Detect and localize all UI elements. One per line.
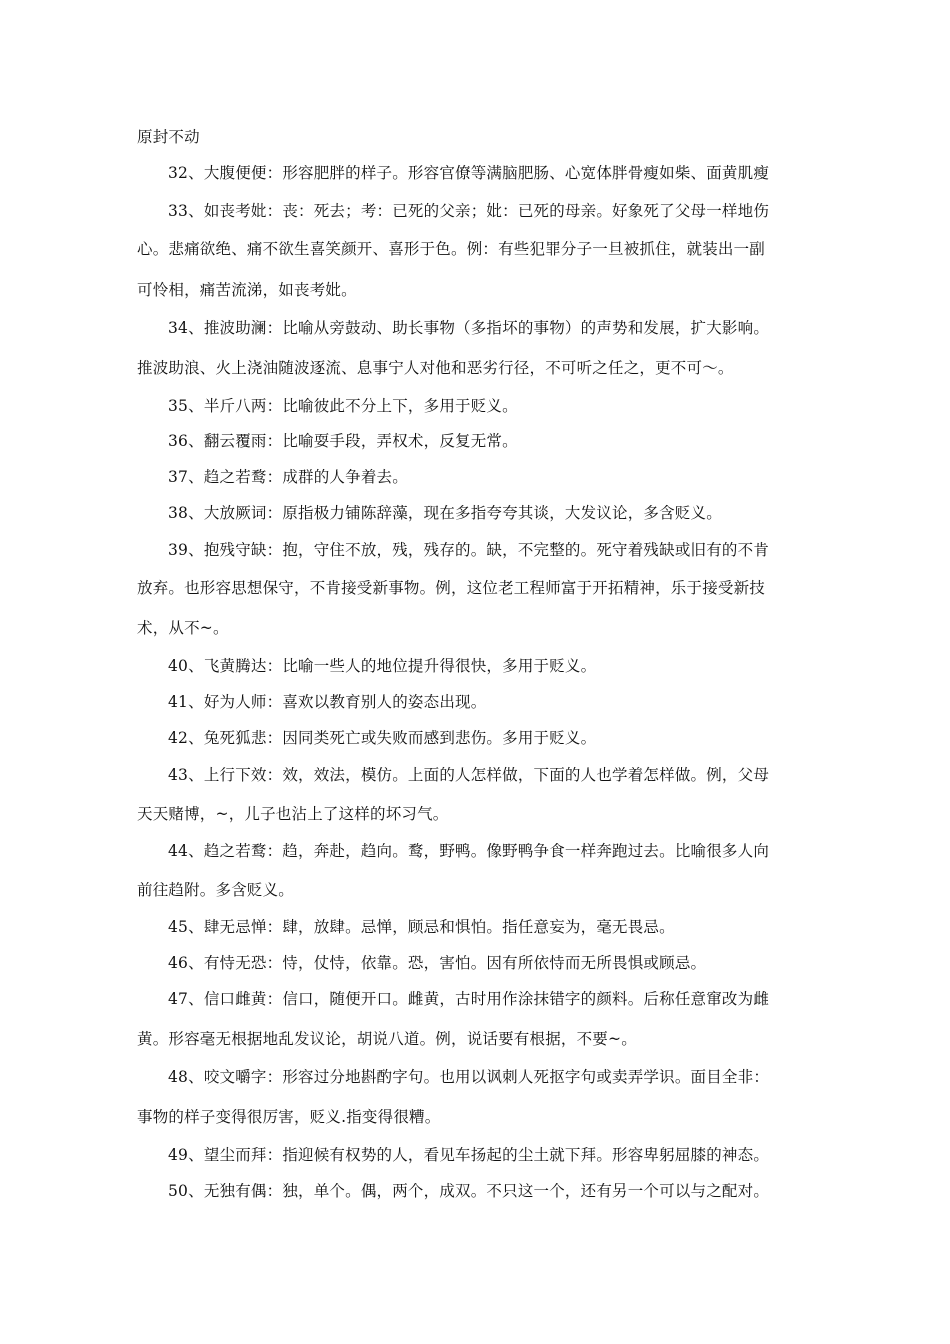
- text-line: 事物的样子变得很厉害，贬义.指变得很糟。: [137, 1108, 441, 1126]
- text-line: 放弃。也形容思想保守，不肯接受新事物。例，这位老工程师富于开拓精神，乐于接受新技: [137, 579, 766, 597]
- entry-43: 43、上行下效：效，效法，模仿。上面的人怎样做，下面的人也学着怎样做。例，父母: [168, 766, 770, 784]
- entry-35: 35、半斤八两：比喻彼此不分上下，多用于贬义。: [168, 397, 518, 415]
- entry-39: 39、抱残守缺：抱，守住不放，残，残存的。缺，不完整的。死守着残缺或旧有的不肯: [168, 541, 770, 559]
- text-line: 黄。形容毫无根据地乱发议论，胡说八道。例，说话要有根据，不要~。: [137, 1030, 637, 1048]
- entry-47: 47、信口雌黄：信口，随便开口。雌黄，古时用作涂抹错字的颜料。后称任意窜改为雌: [168, 990, 770, 1008]
- text-line: 术，从不~。: [137, 619, 229, 637]
- entry-41: 41、好为人师：喜欢以教育别人的姿态出现。: [168, 693, 487, 711]
- text-line: 可怜相，痛苦流涕，如丧考妣。: [137, 281, 357, 299]
- entry-50: 50、无独有偶：独，单个。偶，两个，成双。不只这一个，还有另一个可以与之配对。: [168, 1182, 770, 1200]
- entry-37: 37、趋之若鹜：成群的人争着去。: [168, 468, 408, 486]
- text-line: 推波助浪、火上浇油随波逐流、息事宁人对他和恶劣行径，不可听之任之，更不可～。: [137, 359, 734, 377]
- text-line: 前往趋附。多含贬义。: [137, 881, 295, 899]
- entry-33: 33、如丧考妣：丧：死去；考：已死的父亲；妣：已死的母亲。好象死了父母一样地伤: [168, 202, 770, 220]
- entry-38: 38、大放厥词：原指极力铺陈辞藻，现在多指夸夸其谈，大发议论，多含贬义。: [168, 504, 722, 522]
- entry-46: 46、有恃无恐：恃，仗恃，依靠。恐，害怕。因有所依恃而无所畏惧或顾忌。: [168, 954, 707, 972]
- entry-34: 34、推波助澜：比喻从旁鼓动、助长事物（多指坏的事物）的声势和发展，扩大影响。: [168, 319, 770, 337]
- entry-44: 44、趋之若鹜：趋，奔赴，趋向。鹜，野鸭。像野鸭争食一样奔跑过去。比喻很多人向: [168, 842, 770, 860]
- entry-36: 36、翻云覆雨：比喻耍手段，弄权术，反复无常。: [168, 432, 518, 450]
- entry-49: 49、望尘而拜：指迎候有权势的人，看见车扬起的尘土就下拜。形容卑躬屈膝的神态。: [168, 1146, 770, 1164]
- entry-42: 42、兔死狐悲：因同类死亡或失败而感到悲伤。多用于贬义。: [168, 729, 597, 747]
- text-line: 原封不动: [137, 128, 200, 146]
- entry-32: 32、大腹便便：形容肥胖的样子。形容官僚等满脑肥肠、心宽体胖骨瘦如柴、面黄肌瘦: [168, 164, 770, 182]
- entry-45: 45、肆无忌惮：肆，放肆。忌惮，顾忌和惧怕。指任意妄为，毫无畏忌。: [168, 918, 675, 936]
- text-line: 天天赌博，~，儿子也沾上了这样的坏习气。: [137, 805, 449, 823]
- entry-48: 48、咬文嚼字：形容过分地斟酌字句。也用以讽刺人死抠字句或卖弄学识。面目全非：: [168, 1068, 770, 1086]
- entry-40: 40、飞黄腾达：比喻一些人的地位提升得很快，多用于贬义。: [168, 657, 597, 675]
- text-line: 心。悲痛欲绝、痛不欲生喜笑颜开、喜形于色。例：有些犯罪分子一旦被抓住，就装出一副: [137, 240, 766, 258]
